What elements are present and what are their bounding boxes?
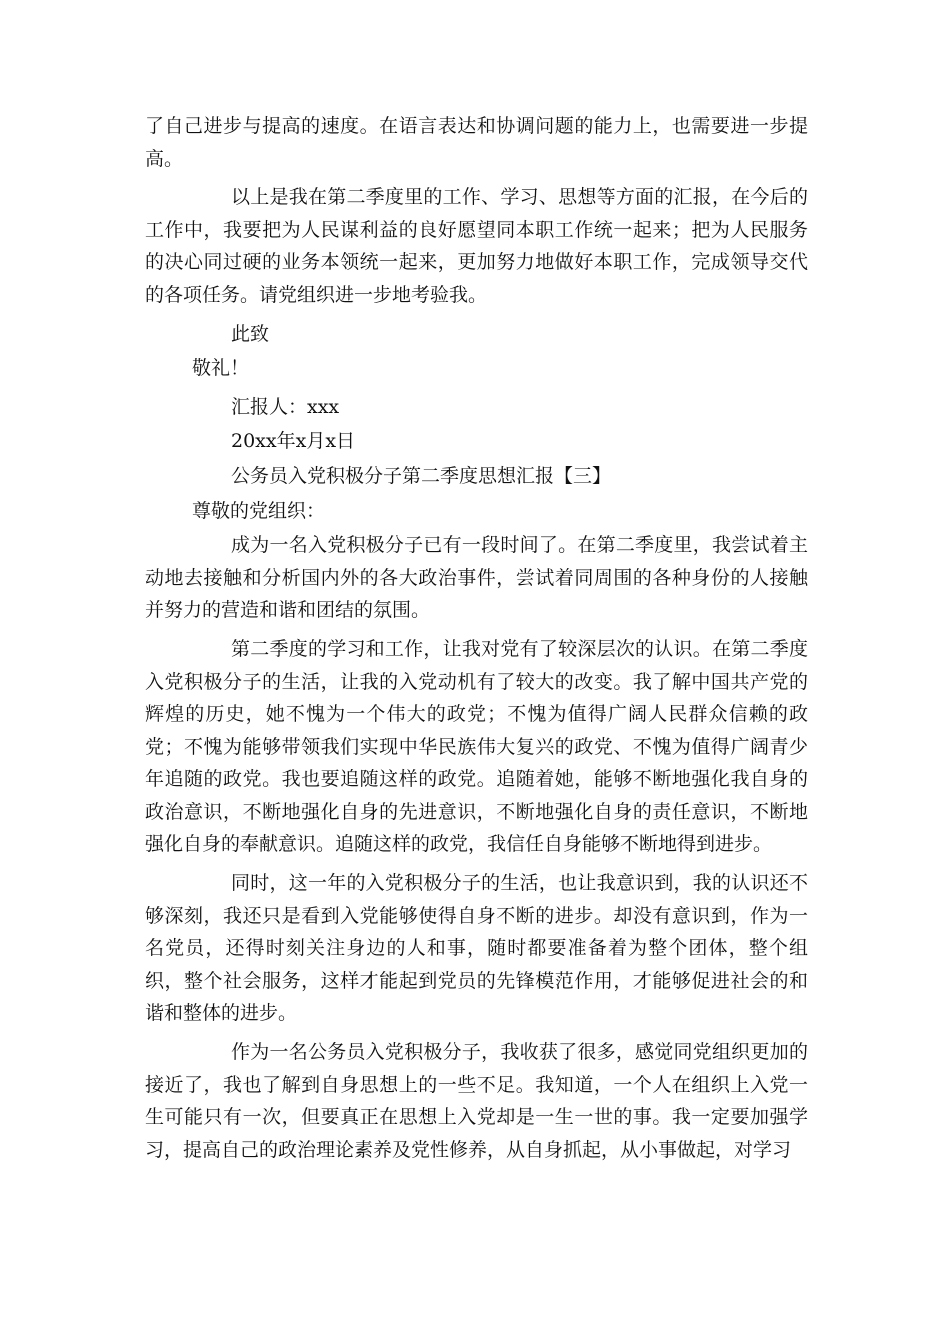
date-line: 20xx年x月x日 [231, 430, 356, 453]
signature-line: 汇报人：xxx [231, 395, 340, 418]
closing-line-2: 敬礼！ [192, 357, 250, 380]
document-page [145, 110, 808, 1166]
closing-line-1: 此致 [231, 322, 270, 345]
paragraph-body-1: 成为一名入党积极分子已有一段时间了。在第二季度里，我尝试着主动地去接触和分析国内外的各大政治事件，尝试着同周围的各种身份的人接触并努力的营造和谐和团结的氛围。 [145, 534, 808, 622]
salutation: 尊敬的党组织： [192, 499, 326, 522]
paragraph-continuation: 了自己进步与提高的速度。在语言表达和协调问题的能力上，也需要进一步提高。 [145, 115, 808, 170]
paragraph-summary: 以上是我在第二季度里的工作、学习、思想等方面的汇报，在今后的工作中，我要把为人民谋利益的良好愿望同本职工作统一起来；把为人民服务的决心同过硬的业务本领统一起来，更加努力地做好本职工作，完成领导交代的各项任务。请党组织进一步地考验我。 [145, 186, 808, 306]
section-title: 公务员入党积极分子第二季度思想汇报【三】 [231, 464, 612, 487]
paragraph-body-2: 第二季度的学习和工作，让我对党有了较深层次的认识。在第二季度入党积极分子的生活，让我的入党动机有了较大的改变。我了解中国共产党的辉煌的历史，她不愧为一个伟大的政党；不愧为值得广阔人民群众信赖的政党；不愧为能够带领我们实现中华民族伟大复兴的政党、不愧为值得广阔青少年追随的政党。我也要追随这样的政党。追随着她，能够不断地强化我自身的政治意识，不断地强化自身的先进意识，不断地强化自身的责任意识，不断地强化自身的奉献意识。追随这样的政党，我信任自身能够不断地得到进步。 [145, 637, 808, 856]
paragraph-body-3: 同时，这一年的入党积极分子的生活，也让我意识到，我的认识还不够深刻，我还只是看到入党能够使得自身不断的进步。却没有意识到，作为一名党员，还得时刻关注身边的人和事，随时都要准备着为整个团体，整个组织，整个社会服务，这样才能起到党员的先锋模范作用，才能够促进社会的和谐和整体的进步。 [145, 872, 808, 1025]
paragraph-body-4: 作为一名公务员入党积极分子，我收获了很多，感觉同党组织更加的接近了，我也了解到自身思想上的一些不足。我知道，一个人在组织上入党一生可能只有一次，但要真正在思想上入党却是一生一世的事。我一定要加强学习，提高自己的政治理论素养及党性修养，从自身抓起，从小事做起，对学习 [145, 1041, 808, 1161]
